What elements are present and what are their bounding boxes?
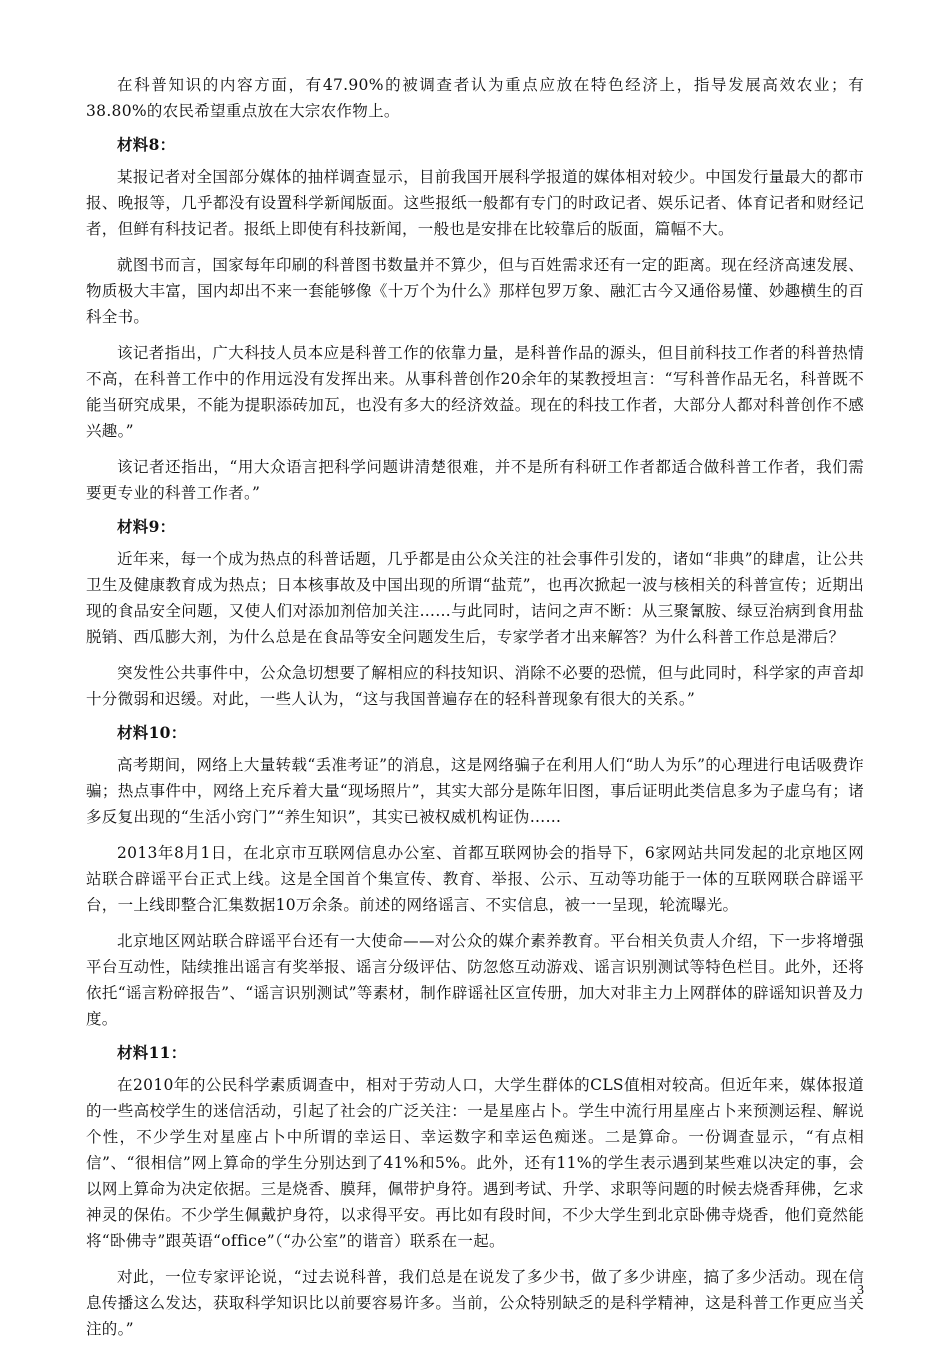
section-heading: 材料11： [117,1043,187,1062]
page-number: 3 [857,1283,864,1298]
paragraph: 在科普知识的内容方面，有47.90%的被调查者认为重点应放在特色经济上，指导发展高效农业；有38.80%的农民希望重点放在大宗农作物上。 [86,76,864,120]
paragraph: 突发性公共事件中，公众急切想要了解相应的科技知识、消除不必要的恐慌，但与此同时，科学家的声音却十分微弱和迟缓。对此，一些人认为，“这与我国普遍存在的轻科普现象有很大的关系。” [86,664,864,708]
paragraph: 北京地区网站联合辟谣平台还有一大使命——对公众的媒介素养教育。平台相关负责人介绍，下一步将增强平台互动性，陆续推出谣言有奖举报、谣言分级评估、防忽悠互动游戏、谣言识别测试等特色栏目。此外，还将依托“谣言粉碎报告”、“谣言识别测试”等素材，制作辟谣社区宣传册，加大对非主力上网群体的辟谣知识普及力度。 [86,932,864,1028]
paragraph: 高考期间，网络上大量转载“丢准考证”的消息，这是网络骗子在利用人们“助人为乐”的心理进行电话吸费诈骗；热点事件中，网络上充斥着大量“现场照片”，其实大部分是陈年旧图，事后证明此类信息多为子虚乌有；诸多反复出现的“生活小窍门”“养生知识”，其实已被权威机构证伪…… [86,756,864,826]
section-heading: 材料9： [117,517,176,536]
paragraph: 对此，一位专家评论说，“过去说科普，我们总是在说发了多少书，做了多少讲座，搞了多少活动。现在信息传播这么发达，获取科学知识比以前要容易许多。当前，公众特别缺乏的是科学精神，这是科普工作更应当关注的。” [86,1268,864,1338]
section-heading: 材料8： [117,135,176,154]
paragraph: 某报记者对全国部分媒体的抽样调查显示，目前我国开展科学报道的媒体相对较少。中国发行量最大的都市报、晚报等，几乎都没有设置科学新闻版面。这些报纸一般都有专门的时政记者、娱乐记者、体育记者和财经记者，但鲜有科技记者。报纸上即使有科技新闻，一般也是安排在比较靠后的版面，篇幅不大。 [86,168,864,238]
document-page [86,72,864,1352]
section-heading: 材料10： [117,723,187,742]
paragraph: 在2010年的公民科学素质调查中，相对于劳动人口，大学生群体的CLS值相对较高。但近年来，媒体报道的一些高校学生的迷信活动，引起了社会的广泛关注：一是星座占卜。学生中流行用星座占卜来预测运程、解说个性，不少学生对星座占卜中所谓的幸运日、幸运数字和幸运色痴迷。二是算命。一份调查显示，“有点相信”、“很相信”网上算命的学生分别达到了41%和5%。此外，还有11%的学生表示遇到某些难以决定的事，会以网上算命为决定依据。三是烧香、膜拜，佩带护身符。遇到考试、升学、求职等问题的时候去烧香拜佛，乞求神灵的保佑。不少学生佩戴护身符，以求得平安。再比如有段时间，不少大学生到北京卧佛寺烧香，他们竟然能将“卧佛寺”跟英语“office”（“办公室”的谐音）联系在一起。 [86,1076,864,1250]
paragraph: 该记者还指出，“用大众语言把科学问题讲清楚很难，并不是所有科研工作者都适合做科普工作者，我们需要更专业的科普工作者。” [86,458,864,502]
paragraph: 近年来，每一个成为热点的科普话题，几乎都是由公众关注的社会事件引发的，诸如“非典”的肆虐，让公共卫生及健康教育成为热点；日本核事故及中国出现的所谓“盐荒”，也再次掀起一波与核相关的科普宣传；近期出现的食品安全问题，又使人们对添加剂倍加关注……与此同时，诘问之声不断：从三聚氰胺、绿豆治病到食用盐脱销、西瓜膨大剂，为什么总是在食品等安全问题发生后，专家学者才出来解答？为什么科普工作总是滞后？ [86,550,864,646]
paragraph: 就图书而言，国家每年印刷的科普图书数量并不算少，但与百姓需求还有一定的距离。现在经济高速发展、物质极大丰富，国内却出不来一套能够像《十万个为什么》那样包罗万象、融汇古今又通俗易懂、妙趣横生的百科全书。 [86,256,864,326]
paragraph: 该记者指出，广大科技人员本应是科普工作的依靠力量，是科普作品的源头，但目前科技工作者的科普热情不高，在科普工作中的作用远没有发挥出来。从事科普创作20余年的某教授坦言：“写科普作品无名，科普既不能当研究成果，不能为提职添砖加瓦，也没有多大的经济效益。现在的科技工作者，大部分人都对科普创作不感兴趣。” [86,344,864,440]
paragraph: 2013年8月1日，在北京市互联网信息办公室、首都互联网协会的指导下，6家网站共同发起的北京地区网站联合辟谣平台正式上线。这是全国首个集宣传、教育、举报、公示、互动等功能于一体的互联网联合辟谣平台，一上线即整合汇集数据10万余条。前述的网络谣言、不实信息，被一一呈现，轮流曝光。 [86,844,864,914]
